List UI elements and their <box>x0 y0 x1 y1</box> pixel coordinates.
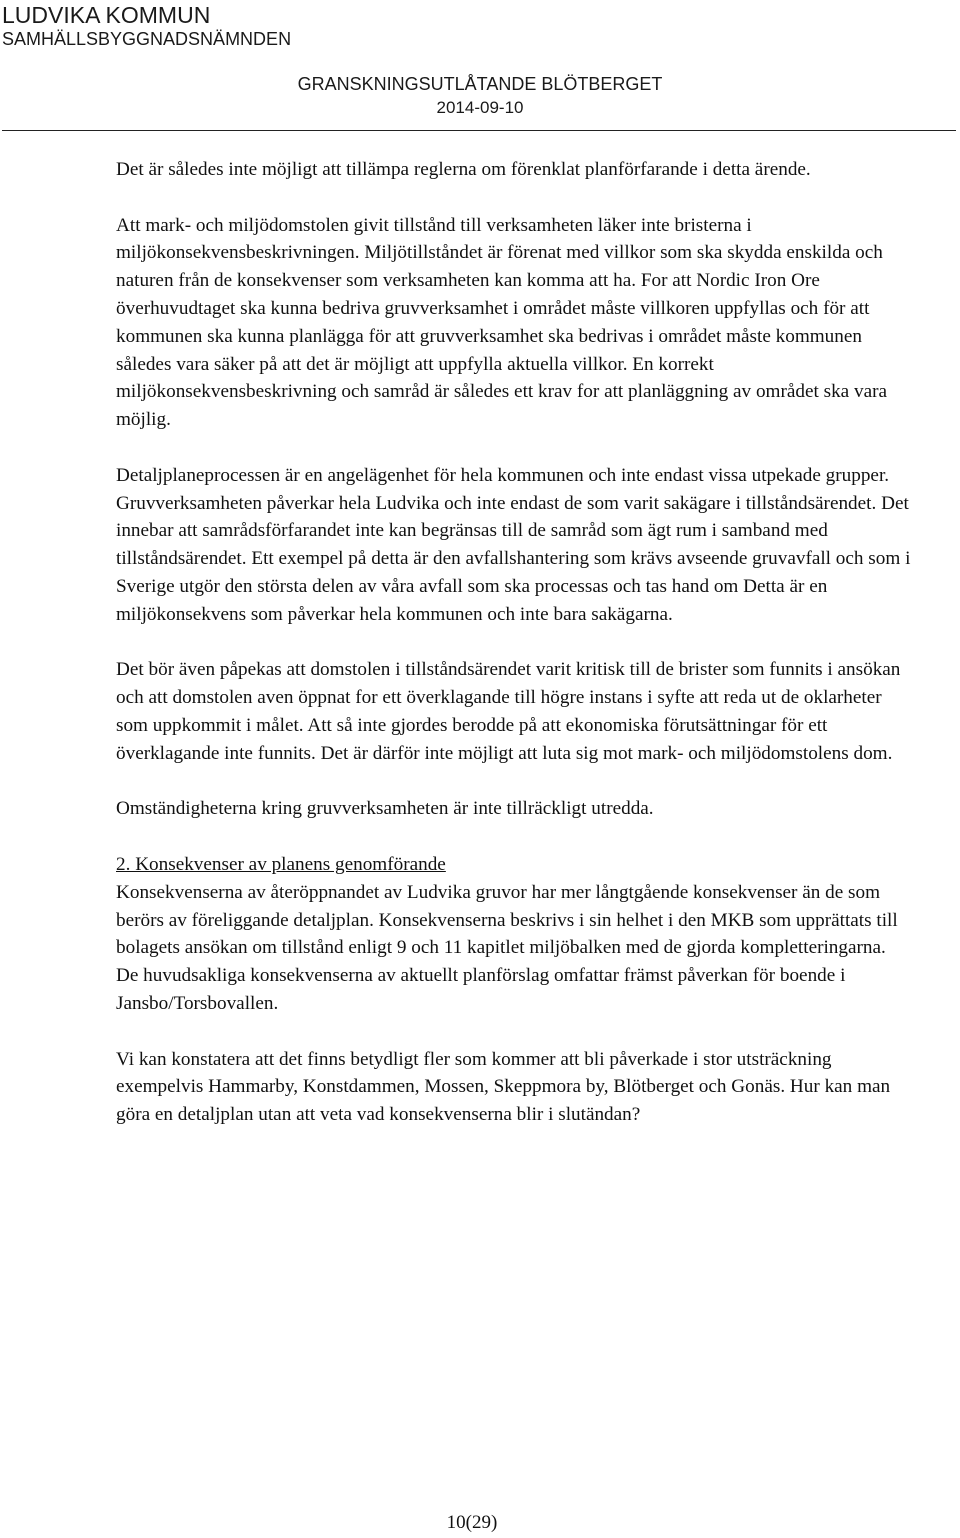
document-title: GRANSKNINGSUTLÅTANDE BLÖTBERGET <box>297 74 663 94</box>
paragraph-5: Omständigheterna kring gruvverksamheten är inte tillräckligt utredda. <box>116 798 654 820</box>
page-header <box>0 0 960 134</box>
page-number: 10(29) <box>446 1512 498 1533</box>
organization-name: LUDVIKA KOMMUN <box>2 2 211 28</box>
paragraph-3: Detaljplaneprocessen är en angelägenhet för hela kommunen och inte endast vissa utpekade grupper. Gruvverksamheten påverkar hela Ludvika och inte endast de som varit sakägare i tillståndsärendet. Det innebar att samrådsförfarandet inte kan begränsas till de samråd som ägt rum i samband med tillståndsärendet. Ett exempel på detta är den avfallshantering som krävs avseende gruvavfall och som i Sverige utgör den största delen av våra avfall som ska processas och tas hand om Detta är en miljökonsekvens som påverkar hela kommunen och inte bara sakägarna. <box>116 464 911 625</box>
paragraph-6: Konsekvenserna av återöppnandet av Ludvika gruvor har mer långtgående konsekvenser än de som berörs av föreliggande detaljplan. Konsekvenserna beskrivs i sin helhet i den MKB som upprättats till bolagets ansökan om tillstånd enligt 9 och 11 kapitlet miljöbalken med de gjorda kompletteringarna. <box>116 881 898 959</box>
document-date: 2014-09-10 <box>436 98 524 117</box>
paragraph-1: Det är således inte möjligt att tillämpa reglerna om förenklat planförfarande i detta ärende. <box>116 159 811 180</box>
document-body <box>116 156 916 1157</box>
header-divider <box>2 130 956 131</box>
section-heading: 2. Konsekvenser av planens genomförande <box>116 853 446 875</box>
paragraph-4: Det bör även påpekas att domstolen i tillståndsärendet varit kritisk till de brister som funnits i ansökan och att domstolen aven öppnat for ett överklagande till högre instans i syfte att reda ut de oklarheter som uppkommit i målet. Att så inte gjordes berodde på att ekonomiska förutsättningar för ett överklagande inte funnits. Det är därför inte möjligt att luta sig mot mark- och miljödomstolens dom. <box>116 659 901 764</box>
paragraph-7: De huvudsakliga konsekvenserna av aktuellt planförslag omfattar främst påverkan för boende i Jansbo/Torsbovallen. <box>116 965 846 1014</box>
paragraph-8: Vi kan konstatera att det finns betydligt fler som kommer att bli påverkade i stor utsträckning exempelvis Hammarby, Konstdammen, Mossen, Skeppmora by, Blötberget och Gonäs. Hur kan man göra en detaljplan utan att veta vad konsekvenserna blir i slutändan? <box>116 1048 891 1126</box>
committee-name: SAMHÄLLSBYGGNADSNÄMNDEN <box>2 29 292 49</box>
paragraph-2: Att mark- och miljödomstolen givit tillstånd till verksamheten läker inte bristerna i miljökonsekvensbeskrivningen. Miljötillståndet är förenat med villkor som ska skydda enskilda och naturen från de konsekvenser som verksamheten kan komma att ha. For att Nordic Iron Ore överhuvudtaget ska kunna bedriva gruvverksamhet i området måste villkoren uppfyllas och för att kommunen ska kunna planlägga för att gruvverksamhet ska bedrivas i området måste kommunen således vara säker på att det är möjligt att uppfylla aktuella villkor. En korrekt miljökonsekvensbeskrivning och samråd är således ett krav for att planläggning av området ska vara möjlig. <box>116 214 887 431</box>
